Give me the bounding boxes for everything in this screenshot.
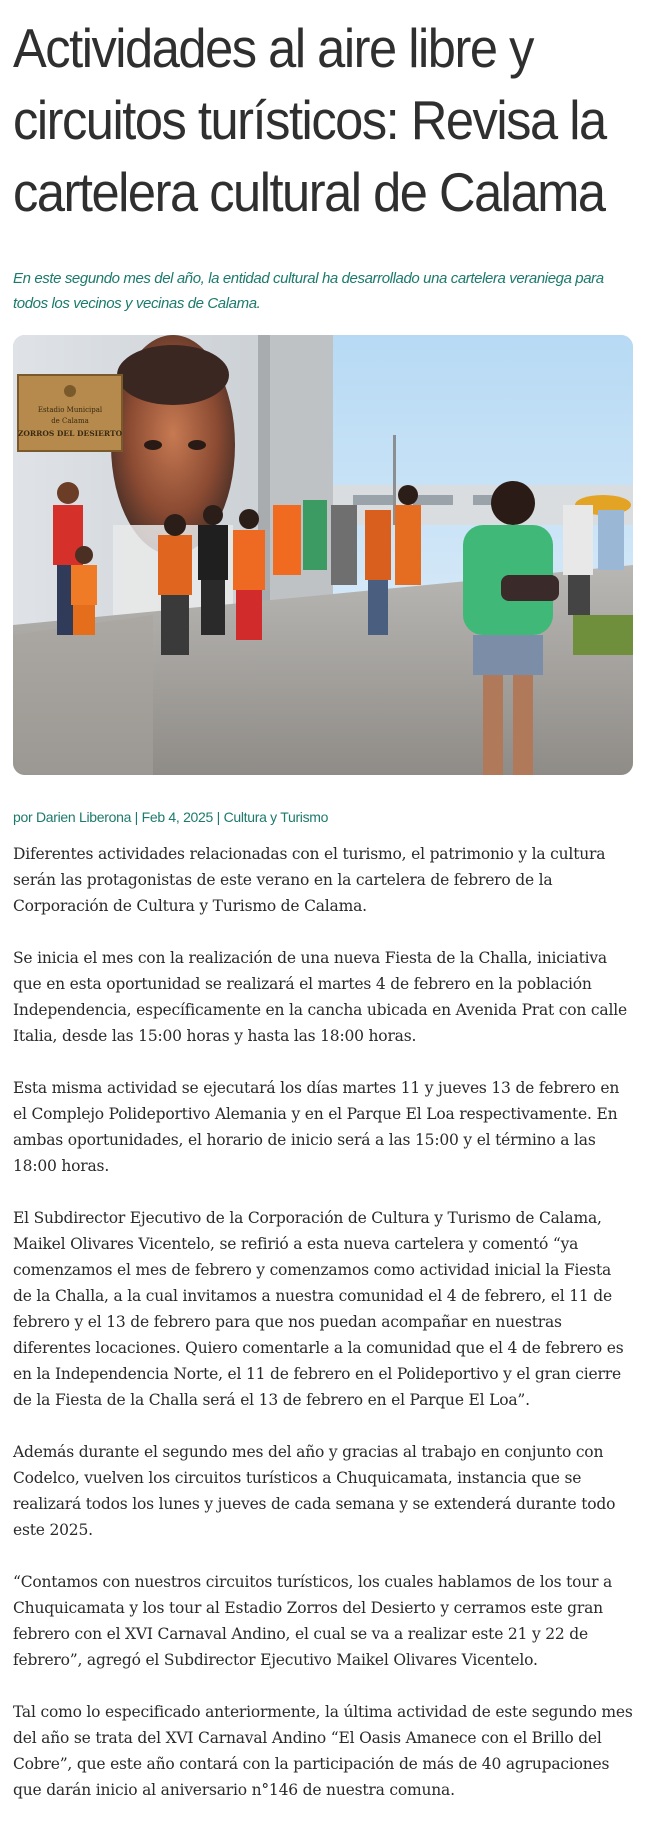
- hero-photo-illustration: [13, 335, 633, 775]
- meta-separator: |: [213, 809, 224, 825]
- publish-date: Feb 4, 2025: [141, 809, 214, 825]
- plaque-line1: Estadio Municipal: [37, 406, 103, 414]
- article-body: [13, 841, 633, 1803]
- article-meta: [13, 809, 633, 825]
- paragraph: “Contamos con nuestros circuitos turísticos, los cuales hablamos de los tour a Chuquicamata y los tour al Estadio Zorros del Desierto y cerramos este gran febrero con el XVI Carnaval Andino, el cual se va a realizar este 21 y 22 de febrero”, agregó el Subdirector Ejecutivo Maikel Olivares Vicentelo.: [13, 1573, 613, 1669]
- paragraph: Tal como lo especificado anteriormente, la última actividad de este segundo mes del año se trata del XVI Carnaval Andino “El Oasis Amanece con el Brillo del Cobre”, que este año contará con la participación de más de 40 agrupaciones que darán inicio al aniversario n°146 de nuestra comuna.: [13, 1703, 633, 1799]
- paragraph: Diferentes actividades relacionadas con el turismo, el patrimonio y la cultura serán las protagonistas de este verano en la cartelera de febrero de la Corporación de Cultura y Turismo de Calama.: [13, 845, 606, 915]
- article-title: Actividades al aire libre y circuitos turísticos: Revisa la cartelera cultural de Calama: [13, 17, 606, 223]
- meta-separator: |: [131, 809, 142, 825]
- category-link[interactable]: Cultura y Turismo: [223, 809, 329, 825]
- article-subtitle: En este segundo mes del año, la entidad cultural ha desarrollado una cartelera veraniega para todos los vecinos y vecinas de Calama.: [13, 270, 604, 312]
- meta-prefix: por: [13, 809, 36, 825]
- author-link[interactable]: Darien Liberona: [35, 809, 132, 825]
- hero-image[interactable]: [13, 335, 633, 775]
- plaque-line3: ZORROS DEL DESIERTO: [17, 429, 123, 438]
- paragraph: Además durante el segundo mes del año y gracias al trabajo en conjunto con Codelco, vuelven los circuitos turísticos a Chuquicamata, instancia que se realizará todos los lunes y jueves de cada semana y se extenderá durante todo este 2025.: [13, 1443, 616, 1539]
- paragraph: El Subdirector Ejecutivo de la Corporación de Cultura y Turismo de Calama, Maikel Olivares Vicentelo, se refirió a esta nueva cartelera y comentó “ya comenzamos el mes de febrero y comenzamos como actividad inicial la Fiesta de la Challa, a la cual invitamos a nuestra comunidad el 4 de febrero, el 11 de febrero y el 13 de febrero para que nos puedan acompañar en nuestras diferentes locaciones. Quiero comentarle a la comunidad que el 4 de febrero es en la Independencia Norte, el 11 de febrero en el Polideportivo y el gran cierre de la Fiesta de la Challa será el 13 de febrero en el Parque El Loa”.: [13, 1209, 624, 1409]
- paragraph: Esta misma actividad se ejecutará los días martes 11 y jueves 13 de febrero en el Complejo Polideportivo Alemania y en el Parque El Loa respectivamente. En ambas oportunidades, el horario de inicio será a las 15:00 y el término a las 18:00 horas.: [13, 1079, 620, 1175]
- article: [13, 0, 633, 1829]
- paragraph: Se inicia el mes con la realización de una nueva Fiesta de la Challa, iniciativa que en esta oportunidad se realizará el martes 4 de febrero en la población Independencia, específicamente en la cancha ubicada en Avenida Prat con calle Italia, desde las 15:00 horas y hasta las 18:00 horas.: [13, 949, 627, 1045]
- plaque-line2: de Calama: [51, 417, 89, 425]
